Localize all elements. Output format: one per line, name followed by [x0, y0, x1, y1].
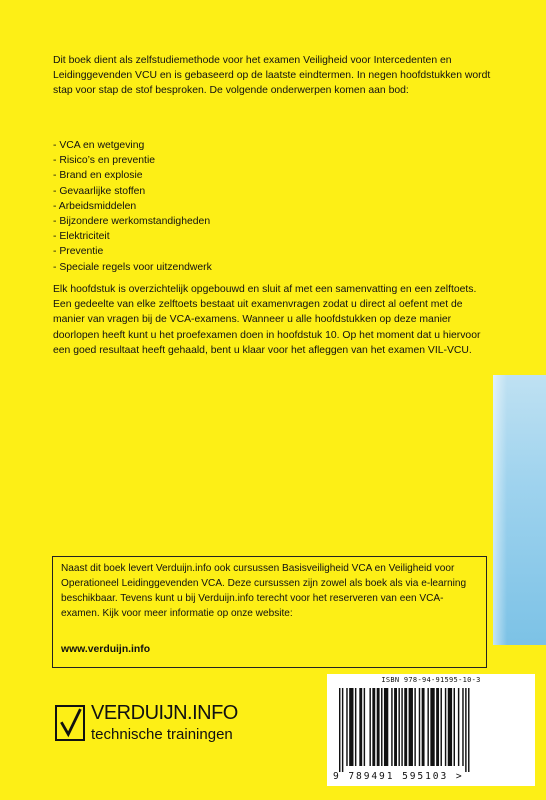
- list-item: - Gevaarlijke stoffen: [53, 185, 146, 197]
- isbn-digits: 9 789491 595103 >: [333, 771, 464, 782]
- logo-tagline: technische trainingen: [91, 726, 233, 743]
- logo-name: VERDUIJN.INFO: [91, 702, 238, 724]
- isbn-label: ISBN 978-94-91595-10-3: [381, 676, 481, 684]
- info-text: Naast dit boek levert Verduijn.info ook cursussen Basisveiligheid VCA en Veiligheid voor Operationeel Leidinggevenden VCA. Deze cursussen zijn zowel als boek als via e-learning beschikbaar. Tevens kunt u bij Verduijn.info terecht voor het reserveren van een VCA-examen. Kijk voor meer informatie op onze website:: [61, 563, 467, 620]
- list-item: - Arbeidsmiddelen: [53, 200, 137, 212]
- decorative-side-strip: [493, 375, 546, 645]
- list-item: - Speciale regels voor uitzendwerk: [53, 261, 212, 273]
- list-item: - Brand en explosie: [53, 170, 143, 182]
- list-item: - VCA en wetgeving: [53, 140, 145, 151]
- list-item: - Preventie: [53, 246, 104, 258]
- barcode: [327, 674, 535, 786]
- list-item: - Bijzondere werkomstandigheden: [53, 216, 211, 228]
- intro-paragraph: Dit boek dient als zelfstudiemethode voor het examen Veiligheid voor Intercedenten en Leidinggevenden VCU en is gebaseerd op de laatste eindtermen. In negen hoofdstukken wordt stap voor stap de stof besproken. De volgende onderwerpen komen aan bod:: [53, 55, 491, 97]
- summary-paragraph: Elk hoofdstuk is overzichtelijk opgebouwd en sluit af met een samenvatting en een zelftoets. Een gedeelte van elke zelftoets bestaat uit examenvragen zodat u direct al oefent met de manier van vragen bij de VCA-examens. Wanneer u alle hoofdstukken op deze manier doorlopen heeft kunt u het proefexamen doen in hoofdstuk 10. Op het moment dat u hiervoor een goed resultaat heeft gehaald, bent u klaar voor het afleggen van het examen VIL-VCU.: [53, 284, 481, 356]
- list-item: - Elektriciteit: [53, 231, 110, 243]
- list-item: - Risico’s en preventie: [53, 155, 156, 167]
- checkmark-icon: [55, 705, 85, 741]
- info-box: [52, 556, 487, 668]
- barcode-bars: [339, 688, 523, 772]
- website-link[interactable]: www.verduijn.info: [61, 644, 151, 655]
- publisher-logo: [55, 702, 238, 748]
- topics-list: [53, 138, 493, 275]
